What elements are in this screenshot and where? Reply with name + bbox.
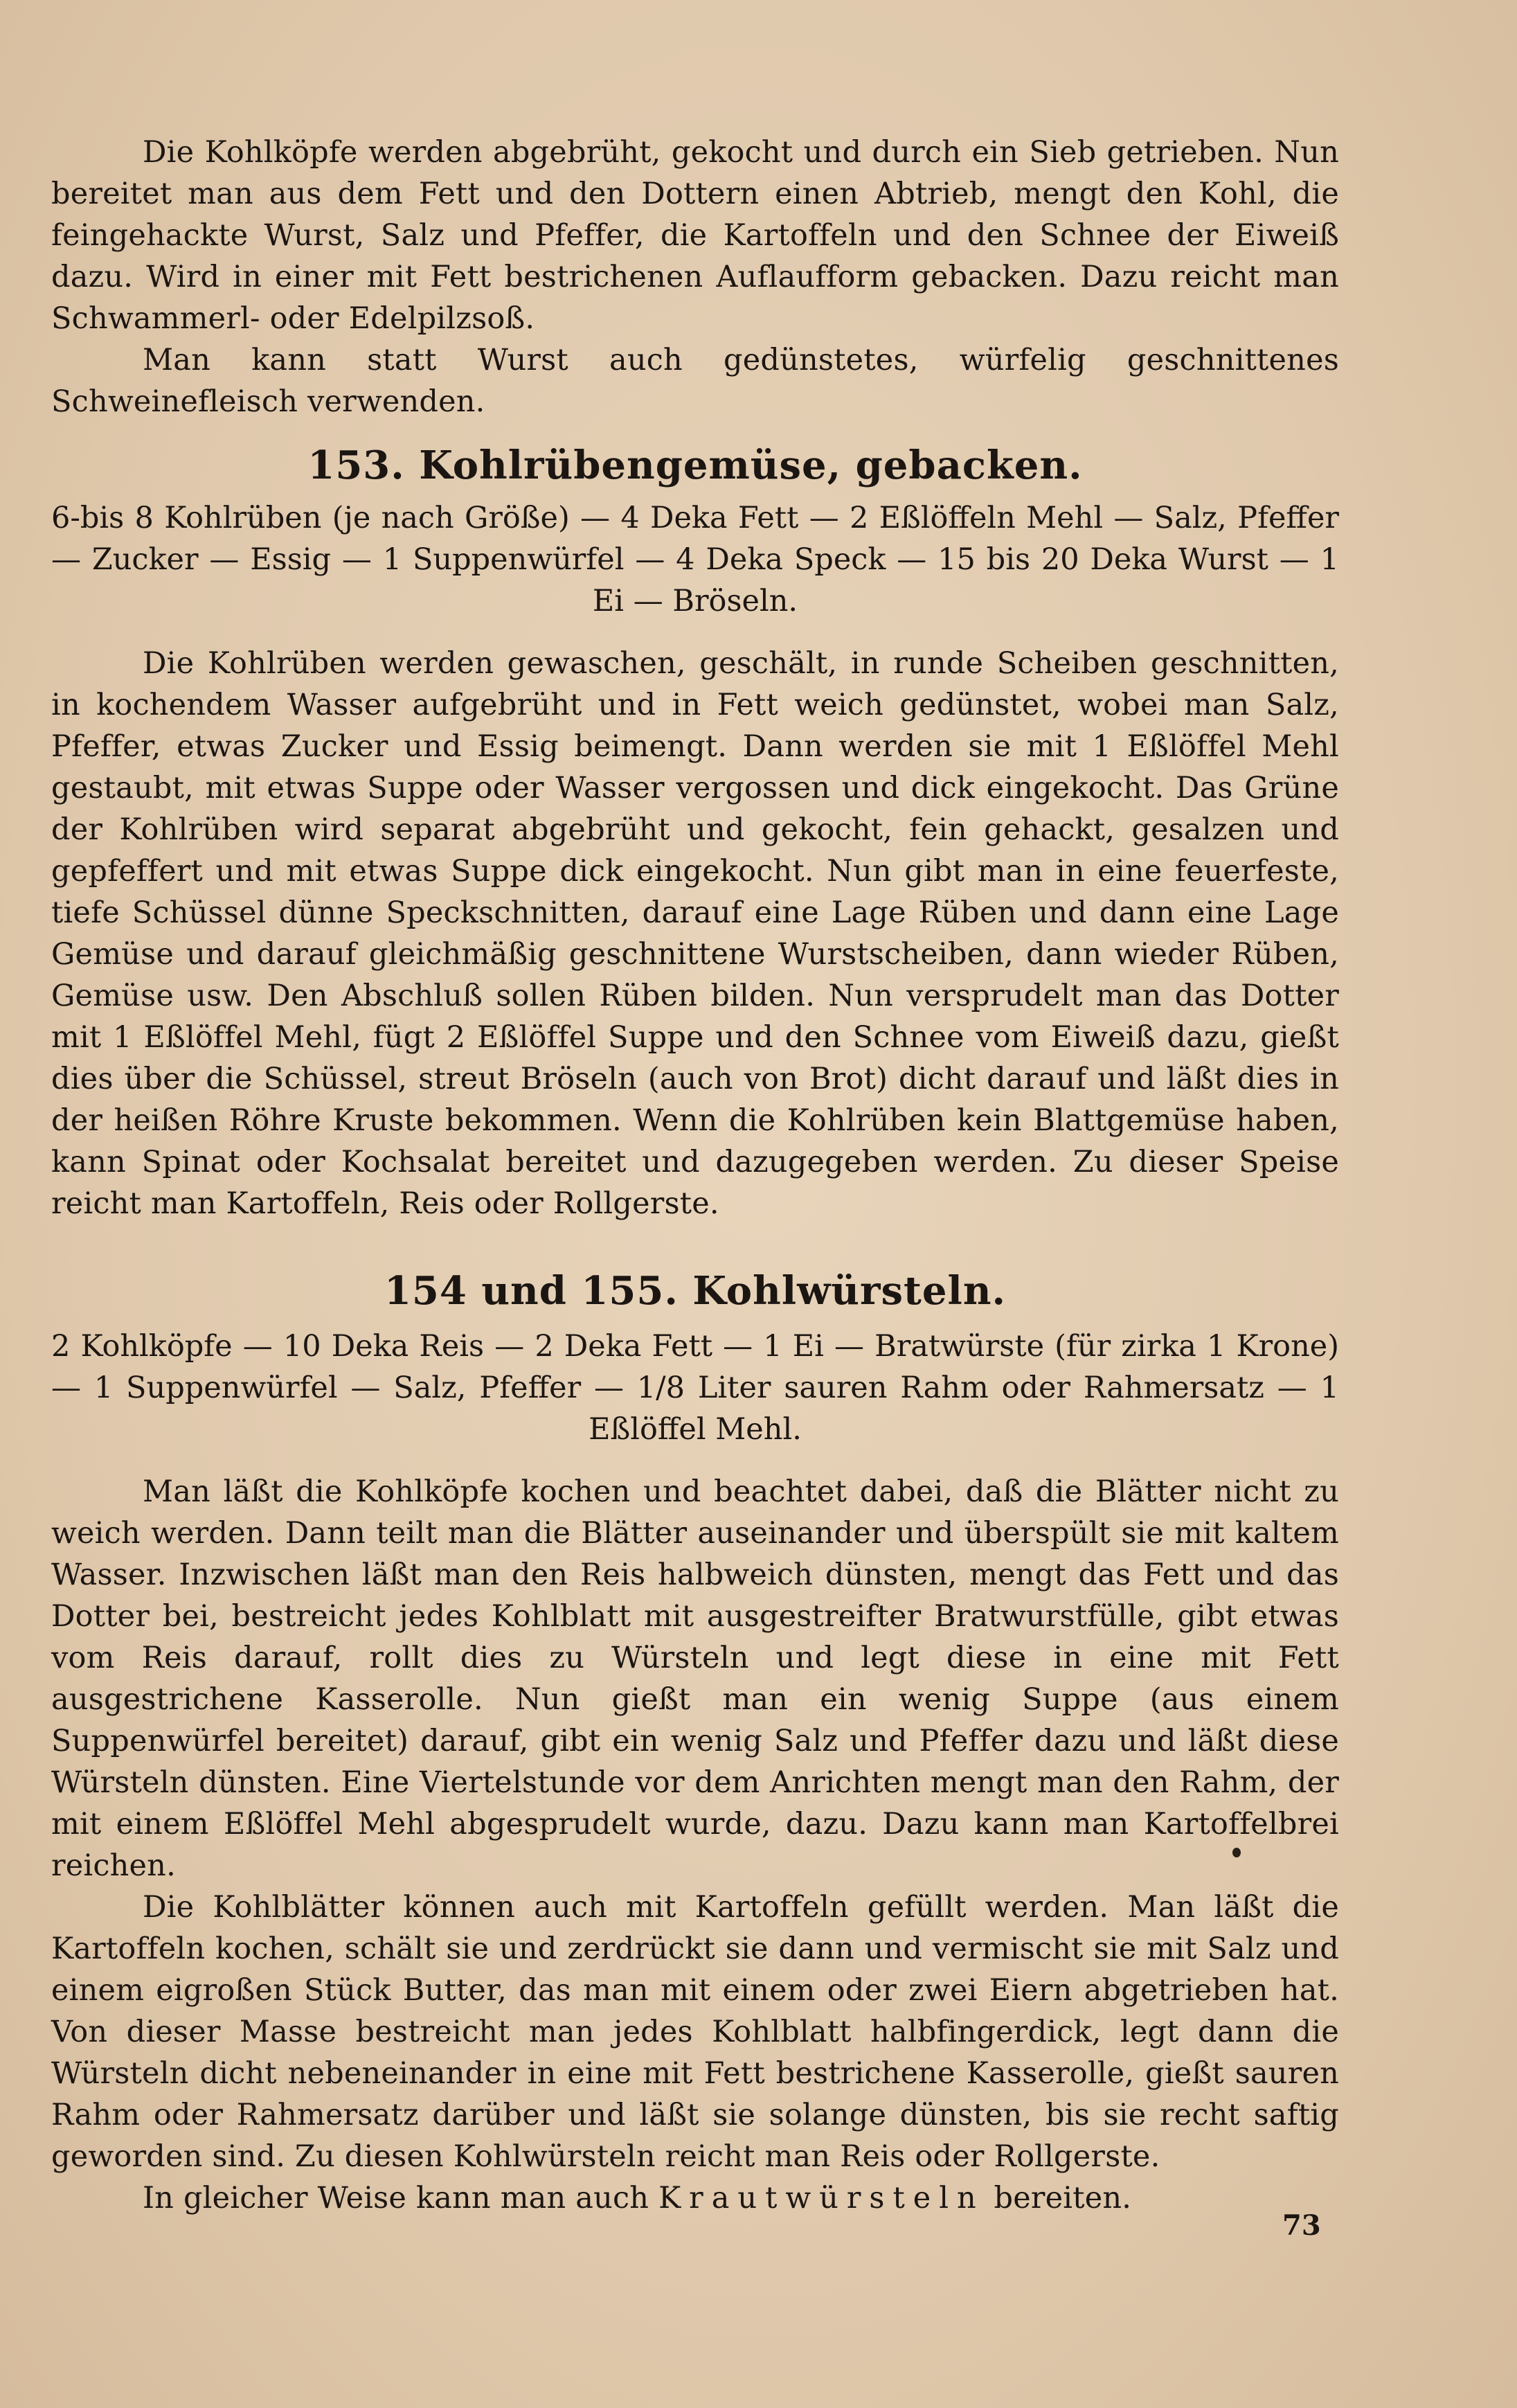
recipe-154-paragraph-2: Die Kohlblätter können auch mit Kartoffeln gefüllt werden. Man läßt die Kartoffeln kochen, schält sie und zerdrückt sie dann und vermischt sie mit Salz und einem eigroßen Stück Butter, das man mit einem oder zwei Eiern abgetrieben hat. Von dieser Masse bestreicht man jedes Kohlblatt halbfingerdick, legt dann die Würsteln dicht nebeneinander in eine mit Fett bestrichene Kasserolle, gießt sauren Rahm oder Rahmersatz darüber und läßt sie solange dünsten, bis sie recht saftig geworden sind. Zu diesen Kohlwürsteln reicht man Reis oder Rollgerste.	[51, 1890, 1339, 2174]
final-line-lead: In gleicher Weise kann man auch	[143, 2181, 649, 2215]
final-line-spaced-word: Krautwürsteln	[658, 2181, 985, 2215]
intro-paragraph-1: Die Kohlköpfe werden abgebrüht, gekocht und durch ein Sieb getrieben. Nun bereitet man aus dem Fett und den Dottern einen Abtrieb, mengt den Kohl, die feingehackte Wurst, Salz und Pfeffer, die Kartoffeln und den Schnee der Eiweiß dazu. Wird in einer mit Fett bestrichenen Auflaufform gebacken. Dazu reicht man Schwammerl- oder Edelpilzsoß.	[51, 135, 1339, 336]
recipe-title-153: 153. Kohlrübengemüse, gebacken.	[307, 443, 1083, 488]
recipe-title-154-155: 154 und 155. Kohlwürsteln.	[384, 1268, 1007, 1314]
recipe-154-final-line	[51, 2177, 1339, 2219]
final-line-tail: bereiten.	[994, 2181, 1132, 2215]
recipe-154-paragraph-1: Man läßt die Kohlköpfe kochen und beachtet dabei, daß die Blätter nicht zu weich werden. Dann teilt man die Blätter auseinander und überspült sie mit kaltem Wasser. Inzwischen läßt man den Reis halbweich dünsten, mengt das Fett und das Dotter bei, bestreicht jedes Kohlblatt mit ausgestreifter Bratwurstfülle, gibt etwas vom Reis darauf, rollt dies zu Würsteln und legt diese in eine mit Fett ausgestrichene Kasserolle. Nun gießt man ein wenig Suppe (aus einem Suppenwürfel bereitet) darauf, gibt ein wenig Salz und Pfeffer dazu und läßt diese Würsteln dünsten. Eine Viertelstunde vor dem Anrichten mengt man den Rahm, der mit einem Eßlöffel Mehl abgesprudelt wurde, dazu. Dazu kann man Kartoffelbrei reichen.	[51, 1474, 1339, 1883]
page-number: 73	[1282, 2209, 1321, 2242]
ingredient-list-154-155: 2 Kohlköpfe — 10 Deka Reis — 2 Deka Fett — 1 Ei — Bratwürste (für zirka 1 Krone) — 1 Suppenwürfel — Salz, Pfeffer — 1/8 Liter sauren Rahm oder Rahmersatz — 1 Eßlöffel Mehl.	[51, 1329, 1339, 1447]
ingredient-list-153: 6-bis 8 Kohlrüben (je nach Größe) — 4 Deka Fett — 2 Eßlöffeln Mehl — Salz, Pfeffer — Zucker — Essig — 1 Suppenwürfel — 4 Deka Speck — 15 bis 20 Deka Wurst — 1 Ei — Bröseln.	[51, 501, 1339, 618]
ink-spot	[1232, 1848, 1241, 1857]
page-content	[51, 132, 1339, 2219]
intro-paragraph-2: Man kann statt Wurst auch gedünstetes, würfelig geschnittenes Schweinefleisch verwenden.	[51, 343, 1339, 419]
recipe-153-paragraph-1: Die Kohlrüben werden gewaschen, geschält, in runde Scheiben geschnitten, in kochendem Wasser aufgebrüht und in Fett weich gedünstet, wobei man Salz, Pfeffer, etwas Zucker und Essig beimengt. Dann werden sie mit 1 Eßlöffel Mehl gestaubt, mit etwas Suppe oder Wasser vergossen und dick eingekocht. Das Grüne der Kohlrüben wird separat abgebrüht und gekocht, fein gehackt, gesalzen und gepfeffert und mit etwas Suppe dick eingekocht. Nun gibt man in eine feuerfeste, tiefe Schüssel dünne Speckschnitten, darauf eine Lage Rüben und dann eine Lage Gemüse und darauf gleichmäßig geschnittene Wurstscheiben, dann wieder Rüben, Gemüse usw. Den Abschluß sollen Rüben bilden. Nun versprudelt man das Dotter mit 1 Eßlöffel Mehl, fügt 2 Eßlöffel Suppe und den Schnee vom Eiweiß dazu, gießt dies über die Schüssel, streut Bröseln (auch von Brot) dicht darauf und läßt dies in der heißen Röhre Kruste bekommen. Wenn die Kohlrüben kein Blattgemüse haben, kann Spinat oder Kochsalat bereitet und dazugegeben werden. Zu dieser Speise reicht man Kartoffeln, Reis oder Rollgerste.	[51, 646, 1339, 1221]
